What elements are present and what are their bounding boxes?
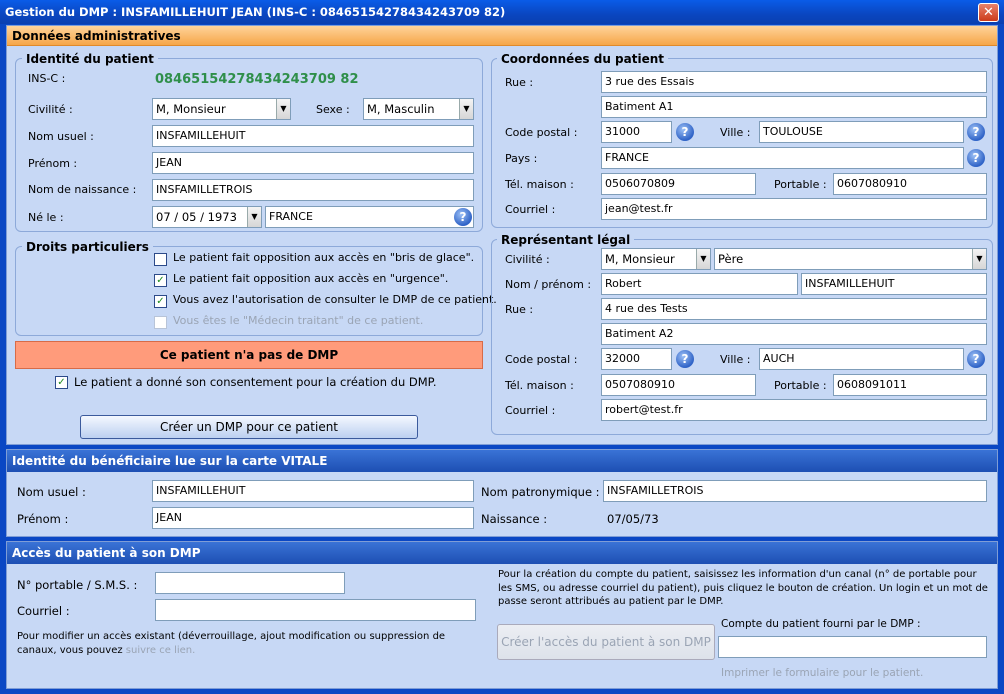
prenom-label: Prénom : (28, 157, 78, 170)
representant-group-title: Représentant légal (497, 233, 634, 247)
vitale-prenom-label: Prénom : (17, 512, 69, 526)
bris-de-glace-label: Le patient fait opposition aux accès en "bris de glace". (173, 251, 475, 264)
insc-value: 08465154278434243709 82 (155, 72, 359, 87)
coord-courriel-label: Courriel : (505, 203, 556, 216)
prenom-field[interactable]: JEAN (152, 152, 474, 174)
nom-usuel-label: Nom usuel : (28, 130, 94, 143)
vitale-naissance-label: Naissance : (481, 512, 548, 526)
coord-cp-field[interactable]: 31000 (601, 121, 672, 143)
coord-tel-label: Tél. maison : (505, 178, 574, 191)
rep-ville-label: Ville : (720, 353, 751, 366)
modif-acces-text (17, 630, 467, 658)
rep-courriel-field[interactable]: robert@test.fr (601, 399, 987, 421)
help-icon[interactable]: ? (967, 149, 985, 167)
rep-civilite-label: Civilité : (505, 253, 550, 266)
chevron-down-icon: ▼ (276, 99, 290, 119)
rep-lien-value: Père (718, 252, 744, 266)
checkbox-bris-de-glace[interactable] (154, 253, 167, 266)
acces-portable-label: N° portable / S.M.S. : (17, 578, 138, 592)
vitale-naissance-value: 07/05/73 (607, 512, 659, 526)
create-acces-button[interactable]: Créer l'accès du patient à son DMP (497, 624, 715, 660)
rep-tel-field[interactable]: 0507080910 (601, 374, 756, 396)
window-title: Gestion du DMP : INSFAMILLEHUIT JEAN (INS-C : 08465154278434243709 82) (0, 0, 1004, 24)
rep-lien-select[interactable] (714, 248, 987, 270)
help-icon[interactable]: ? (676, 350, 694, 368)
coord-rue1-field[interactable]: 3 rue des Essais (601, 71, 987, 93)
consentement-label: Le patient a donné son consentement pour la création du DMP. (74, 375, 437, 389)
checkbox-medecin-traitant (154, 316, 167, 329)
coord-pays-label: Pays : (505, 152, 538, 165)
rep-prenom-field[interactable]: Robert (601, 273, 798, 295)
rep-rue2-field[interactable]: Batiment A2 (601, 323, 987, 345)
compte-label: Compte du patient fourni par le DMP : (721, 618, 921, 630)
help-icon[interactable]: ? (676, 123, 694, 141)
chevron-down-icon: ▼ (972, 249, 986, 269)
acces-courriel-label: Courriel : (17, 604, 70, 618)
help-icon[interactable]: ? (967, 123, 985, 141)
help-icon[interactable]: ? (454, 208, 472, 226)
coord-tel-field[interactable]: 0506070809 (601, 173, 756, 195)
dmp-status-banner: Ce patient n'a pas de DMP (15, 341, 483, 369)
rep-civilite-select[interactable] (601, 248, 711, 270)
nom-usuel-field[interactable]: INSFAMILLEHUIT (152, 125, 474, 147)
vitale-nom-field: INSFAMILLEHUIT (152, 480, 474, 502)
vitale-patronymique-field: INSFAMILLETROIS (603, 480, 987, 502)
rep-rue-label: Rue : (505, 303, 534, 316)
autorisation-label: Vous avez l'autorisation de consulter le DMP de ce patient. (173, 293, 497, 306)
coordonnees-group-title: Coordonnées du patient (497, 52, 668, 66)
print-form-link[interactable]: Imprimer le formulaire pour le patient. (721, 667, 924, 679)
coord-rue2-field[interactable]: Batiment A1 (601, 96, 987, 118)
admin-section-header: Données administratives (7, 26, 997, 46)
rep-nom-field[interactable]: INSFAMILLEHUIT (801, 273, 987, 295)
date-naissance-value: 07 / 05 / 1973 (156, 210, 237, 224)
acces-info-text: Pour la création du compte du patient, saisissez les information d'un canal (n° de portable pour les SMS, ou adresse courriel du patient), puis cliquez le bouton de création. Un login et un mot de passe seront attribués au patient par le DMP. (498, 569, 988, 607)
vitale-nom-label: Nom usuel : (17, 485, 86, 499)
close-button[interactable]: ✕ (978, 3, 999, 22)
vitale-prenom-field: JEAN (152, 507, 474, 529)
acces-portable-input[interactable] (155, 572, 345, 594)
civilite-label: Civilité : (28, 103, 73, 116)
vitale-section-header: Identité du bénéficiaire lue sur la carte VITALE (7, 450, 997, 472)
lieu-naissance-field[interactable]: FRANCE (265, 206, 474, 228)
medecin-traitant-label: Vous êtes le "Médecin traitant" de ce patient. (173, 314, 424, 327)
acces-courriel-input[interactable] (155, 599, 476, 621)
insc-label: INS-C : (28, 72, 66, 85)
modif-acces-label: Pour modifier un accès existant (déverrouillage, ajout modification ou suppression de canaux, vous pouvez (17, 631, 446, 656)
checkbox-autorisation[interactable]: ✓ (154, 295, 167, 308)
droits-group-title: Droits particuliers (22, 240, 153, 254)
checkbox-urgence[interactable]: ✓ (154, 274, 167, 287)
coord-ville-field[interactable]: TOULOUSE (759, 121, 964, 143)
help-icon[interactable]: ? (967, 350, 985, 368)
rep-tel-label: Tél. maison : (505, 379, 574, 392)
rep-cp-field[interactable]: 32000 (601, 348, 672, 370)
rep-nom-label: Nom / prénom : (505, 278, 592, 291)
coord-portable-field[interactable]: 0607080910 (833, 173, 987, 195)
identite-group-title: Identité du patient (22, 52, 158, 66)
rep-portable-field[interactable]: 0608091011 (833, 374, 987, 396)
coord-ville-label: Ville : (720, 126, 751, 139)
chevron-down-icon: ▼ (459, 99, 473, 119)
create-dmp-button[interactable]: Créer un DMP pour ce patient (80, 415, 418, 439)
coord-cp-label: Code postal : (505, 126, 578, 139)
coord-pays-field[interactable]: FRANCE (601, 147, 964, 169)
chevron-down-icon: ▼ (696, 249, 710, 269)
rep-ville-field[interactable]: AUCH (759, 348, 964, 370)
rep-rue1-field[interactable]: 4 rue des Tests (601, 298, 987, 320)
checkbox-consentement[interactable]: ✓ (55, 376, 68, 389)
chevron-down-icon: ▼ (247, 207, 261, 227)
sexe-select[interactable] (363, 98, 474, 120)
civilite-select[interactable] (152, 98, 291, 120)
civilite-value: M, Monsieur (156, 102, 226, 116)
coord-portable-label: Portable : (774, 178, 827, 191)
nom-naissance-field[interactable]: INSFAMILLETROIS (152, 179, 474, 201)
date-naissance-picker[interactable] (152, 206, 262, 228)
compte-field (718, 636, 987, 658)
coord-rue-label: Rue : (505, 76, 534, 89)
rep-courriel-label: Courriel : (505, 404, 556, 417)
vitale-patronymique-label: Nom patronymique : (481, 485, 600, 499)
coord-courriel-field[interactable]: jean@test.fr (601, 198, 987, 220)
sexe-label: Sexe : (316, 103, 350, 116)
rep-cp-label: Code postal : (505, 353, 578, 366)
modif-acces-link[interactable]: suivre ce lien. (125, 645, 196, 656)
ne-le-label: Né le : (28, 211, 64, 224)
rep-civilite-value: M, Monsieur (605, 252, 675, 266)
nom-naissance-label: Nom de naissance : (28, 183, 137, 196)
acces-section-header: Accès du patient à son DMP (7, 542, 997, 564)
urgence-label: Le patient fait opposition aux accès en "urgence". (173, 272, 449, 285)
sexe-value: M, Masculin (367, 102, 435, 116)
rep-portable-label: Portable : (774, 379, 827, 392)
